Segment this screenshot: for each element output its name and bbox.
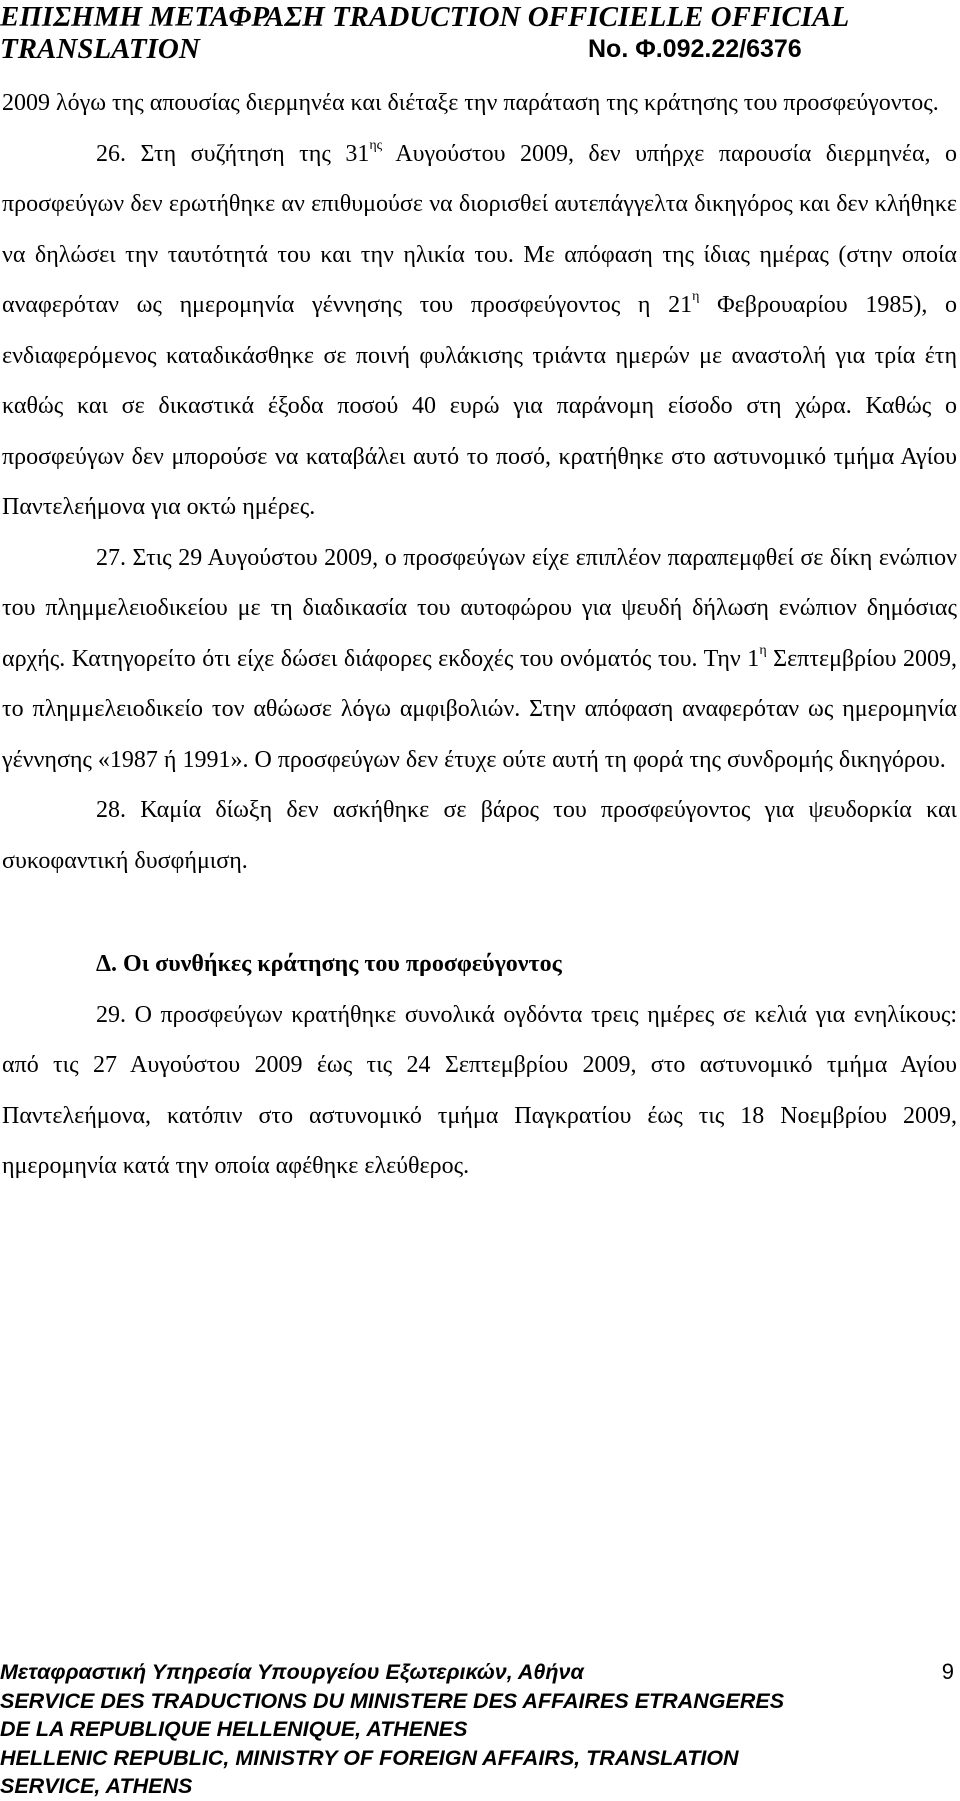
- section-heading: Δ. Οι συνθήκες κράτησης του προσφεύγοντος: [96, 951, 562, 977]
- ordinal-suffix: ης: [369, 137, 383, 153]
- page-number: 9: [941, 1659, 954, 1684]
- paragraph-26: [2, 129, 957, 533]
- header-second-line: [0, 32, 960, 66]
- header-translation-word: TRANSLATION: [0, 33, 200, 65]
- document-reference-number: No. Φ.092.22/6376: [588, 35, 802, 63]
- paragraph-28: 28. Καμία δίωξη δεν ασκήθηκε σε βάρος του προσφεύγοντος για ψευδορκία και συκοφαντική δυσφήμιση.: [2, 797, 957, 874]
- paragraph-continuation: 2009 λόγω της απουσίας διερμηνέα και διέταξε την παράταση της κράτησης του προσφεύγοντος.: [2, 90, 939, 116]
- footer-line-3: DE LA REPUBLIQUE HELLENIQUE, ATHENES: [0, 1717, 468, 1742]
- paragraph-26-text-a: 26. Στη συζήτηση της 31: [96, 140, 370, 167]
- footer-line-4: HELLENIC REPUBLIC, MINISTRY OF FOREIGN AFFAIRS, TRANSLATION: [0, 1745, 739, 1770]
- footer-line-1: [0, 1658, 960, 1687]
- translation-service-name: Μεταφραστική Υπηρεσία Υπουργείου Εξωτερικών, Αθήνα: [0, 1660, 584, 1684]
- paragraph-29: 29. Ο προσφεύγων κρατήθηκε συνολικά ογδόντα τρεις ημέρες σε κελιά για ενηλίκους: από τις 27 Αυγούστου 2009 έως τις 24 Σεπτεμβρίου 2009, στο αστυνομικό τμήμα Αγίου Παντελεήμονα, κατόπιν στο αστυνομικό τμήμα Παγκρατίου έως τις 18 Νοεμβρίου 2009, ημερομηνία κατά την οποία αφέθηκε ελεύθερος.: [2, 1001, 957, 1179]
- footer-line-5: SERVICE, ATHENS: [0, 1774, 193, 1799]
- ordinal-suffix: η: [759, 642, 767, 658]
- official-translation-header: ΕΠΙΣΗΜΗ ΜΕΤΑΦΡΑΣΗ TRADUCTION OFFICIELLE OFFICIAL: [0, 1, 850, 33]
- paragraph-26-text-c: Φεβρουαρίου 1985), ο ενδιαφερόμενος καταδικάσθηκε σε ποινή φυλάκισης τριάντα ημερών με αναστολή για τρία έτη καθώς και σε δικαστικά έξοδα ποσού 40 ευρώ για παράνομη είσοδο στη χώρα. Καθώς ο προσφεύγων δεν μπορούσε να καταβάλει αυτό το ποσό, κρατήθηκε στο αστυνομικό τμήμα Αγίου Παντελεήμονα για οκτώ ημέρες.: [2, 292, 958, 520]
- paragraph-27-text-b: Σεπτεμβρίου 2009, το πλημμελειοδικείο τον αθώωσε λόγω αμφιβολιών. Στην απόφαση αναφερόταν ως ημερομηνία γέννησης «1987 ή 1991». Ο προσφεύγων δεν έτυχε ούτε αυτή τη φορά της συνδρομής δικηγόρου.: [2, 645, 958, 773]
- page-footer: [0, 1658, 960, 1801]
- paragraph-27-text-a: 27. Στις 29 Αυγούστου 2009, ο προσφεύγων είχε επιπλέον παραπεμφθεί σε δίκη ενώπιον του πλημμελειοδικείου με τη διαδικασία του αυτοφώρου για ψευδή δήλωση ενώπιον δημόσιας αρχής. Κατηγορείτο ότι είχε δώσει διάφορες εκδοχές του ονόματός του. Την 1: [2, 544, 957, 672]
- paragraph-26-text-b: Αυγούστου 2009, δεν υπήρχε παρουσία διερμηνέα, ο προσφεύγων δεν ερωτήθηκε αν επιθυμούσε να διορισθεί αυτεπάγγελτα δικηγόρος και δεν κλήθηκε να δηλώσει την ταυτότητά του και την ηλικία του. Με απόφαση της ίδιας ημέρας (στην οποία αναφερόταν ως ημερομηνία γέννησης του προσφεύγοντος η 21: [2, 140, 958, 318]
- document-body: [2, 78, 957, 1192]
- ordinal-suffix: η: [692, 289, 700, 304]
- paragraph-27: [2, 533, 957, 786]
- footer-line-2: SERVICE DES TRADUCTIONS DU MINISTERE DES AFFAIRES ETRANGERES: [0, 1688, 785, 1713]
